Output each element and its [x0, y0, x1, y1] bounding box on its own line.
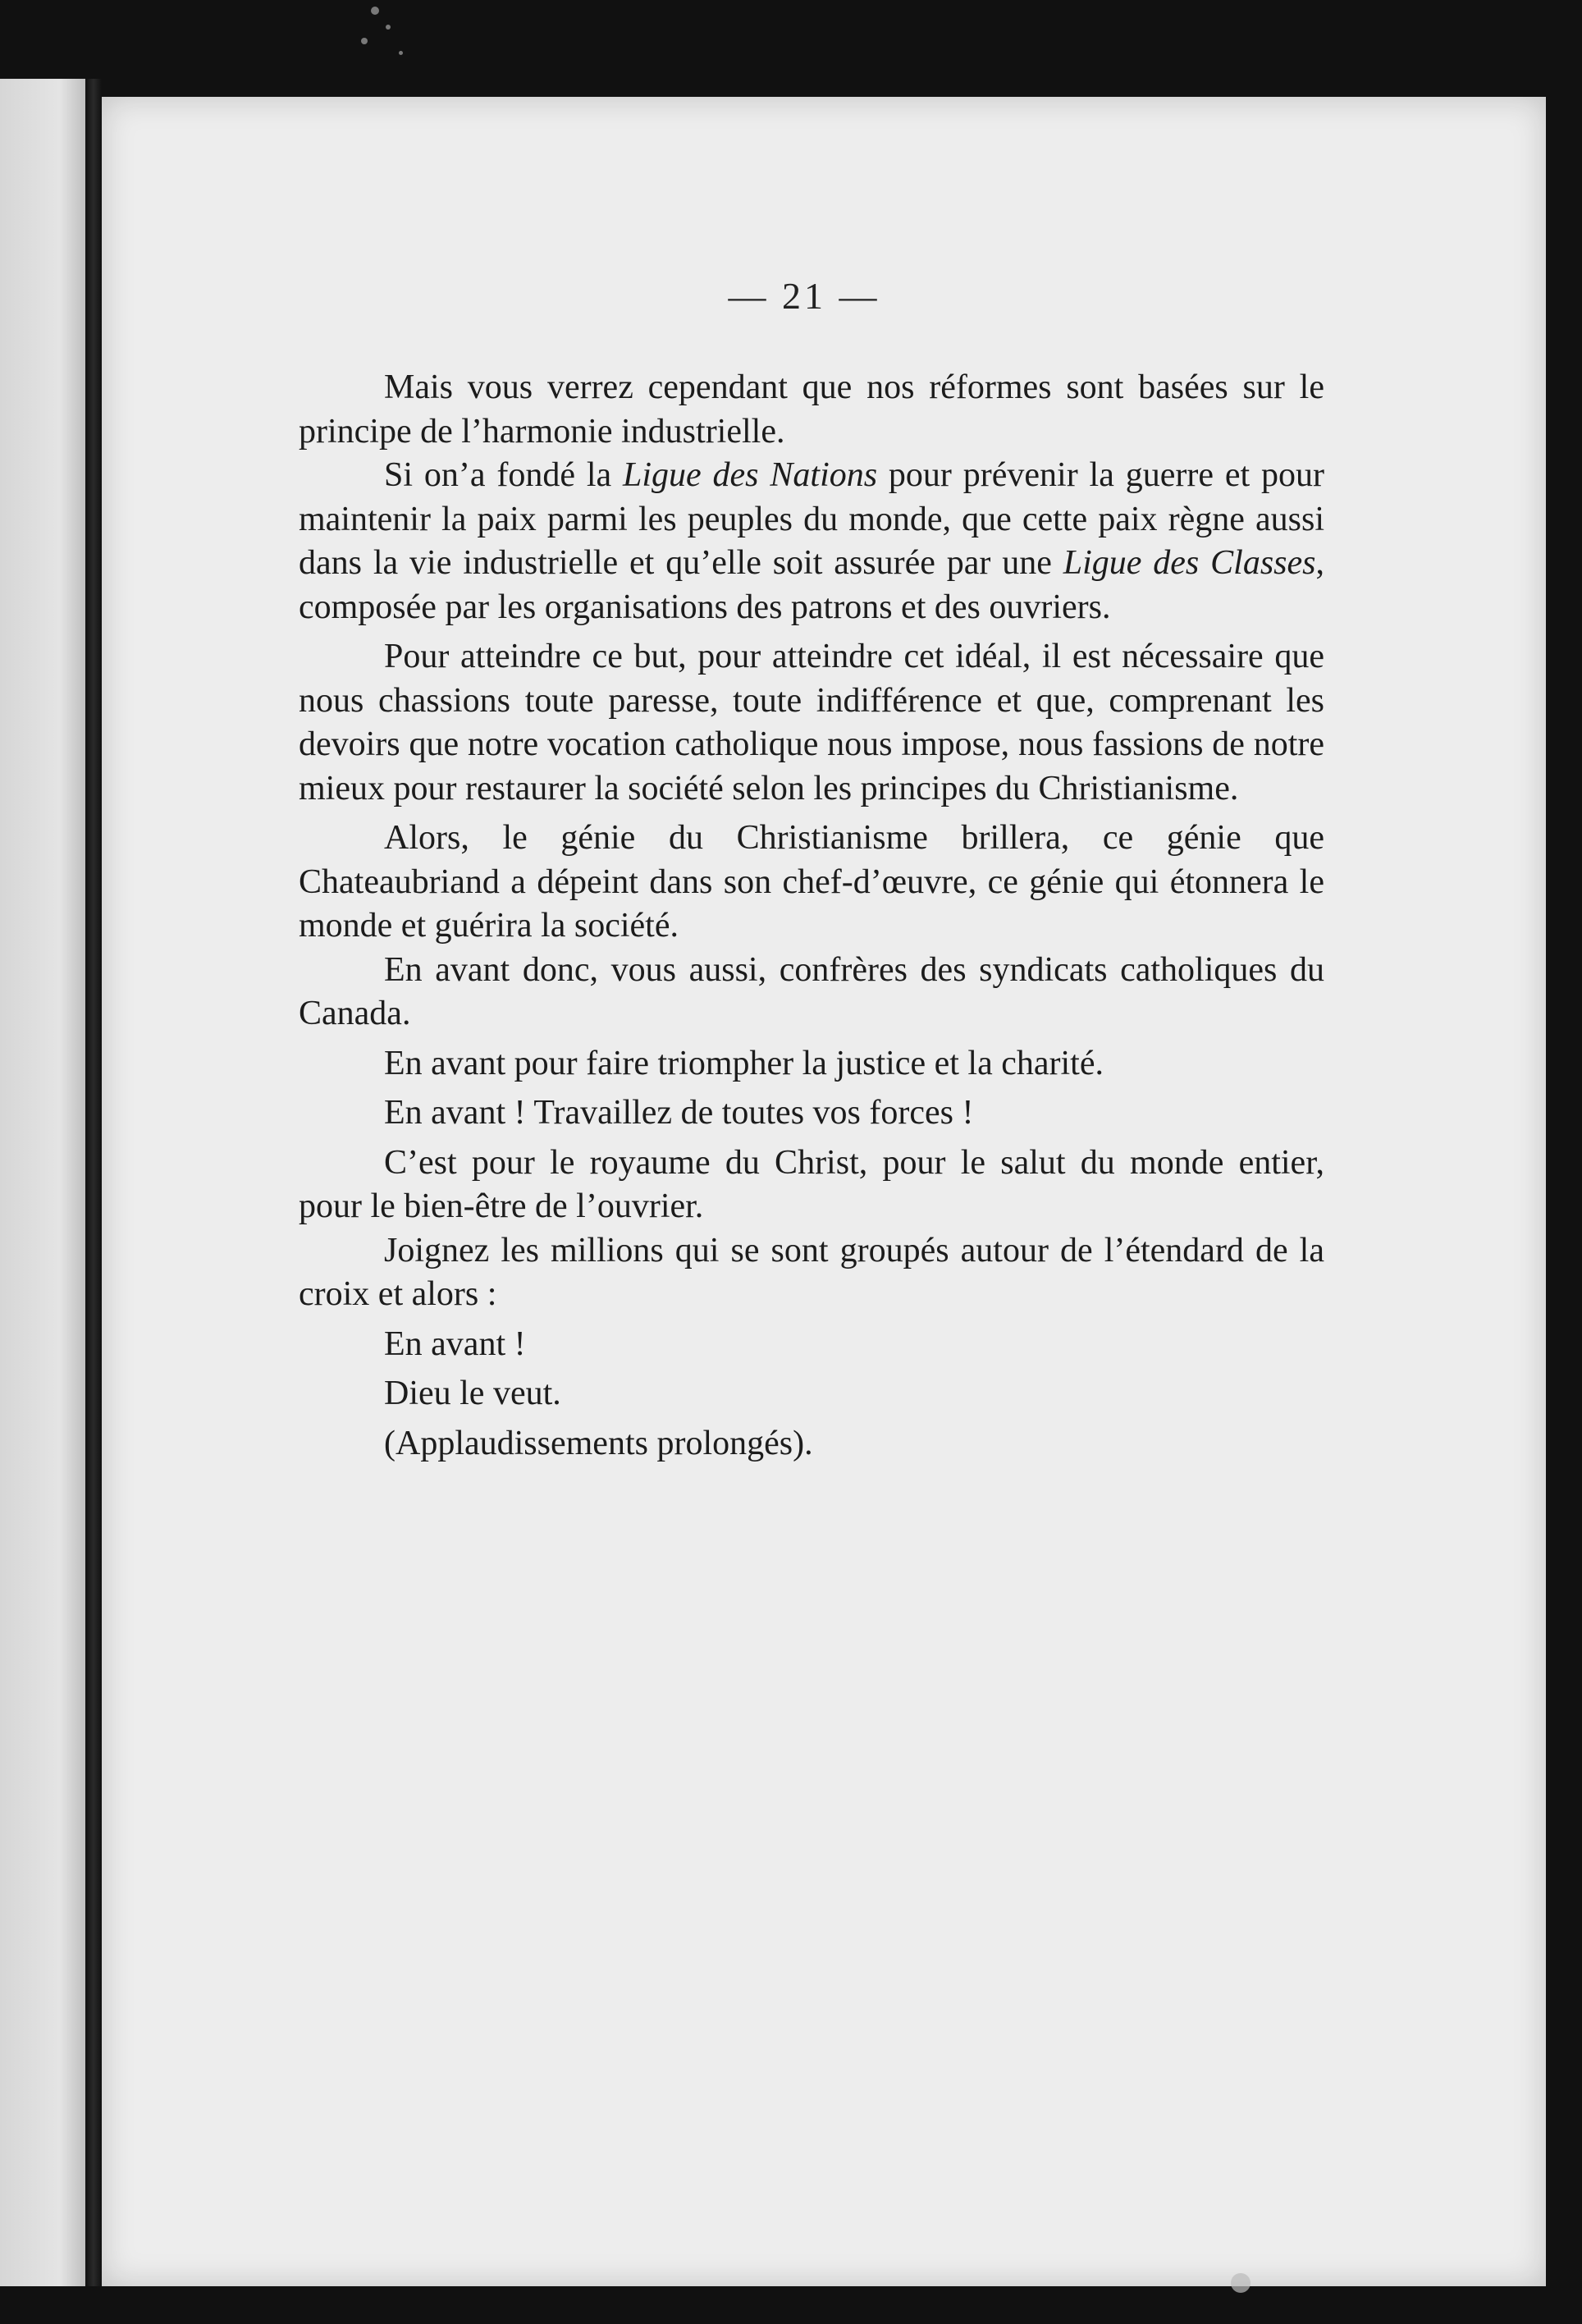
text-run: En avant donc, vous aussi, confrères des syndicats catholiques du Canada. [299, 950, 1324, 1032]
text-run: En avant ! Travaillez de toutes vos forces ! [384, 1094, 974, 1132]
text-run: Pour atteindre ce but, pour atteindre cet idéal, il est nécessaire que nous chassions toute paresse, toute indifférence et que, comprenant les devoirs que notre vocation catholique nous impose, nous fassions de notre mieux pour restaurer la société selon les principes du Christianisme. [299, 638, 1324, 807]
paragraph [299, 366, 1324, 454]
facing-page-edge [0, 79, 85, 2286]
paragraph [299, 1229, 1324, 1317]
page-number: — 21 — [728, 275, 880, 317]
scan-speck [371, 7, 379, 15]
paragraph [299, 817, 1324, 949]
paragraph [299, 1372, 1324, 1416]
scan-speck [361, 38, 368, 44]
paragraph [299, 1091, 1324, 1136]
text-run: Dieu le veut. [384, 1375, 561, 1412]
text-run: Mais vous verrez cependant que nos réformes sont basées sur le principe de l’harmonie industrielle. [299, 368, 1324, 451]
italic-term: Ligue des Classes [1063, 544, 1316, 582]
book-spine [85, 79, 102, 2286]
text-run: En avant ! [384, 1324, 526, 1363]
text-run: Alors, le génie du Christianisme brillera, ce génie que Chateaubriand a dépeint dans son chef-d’œuvre, ce génie qui étonnera le monde et guérira la société. [299, 819, 1324, 945]
paragraph [299, 1422, 1324, 1466]
italic-term: Ligue des Nations [623, 456, 878, 494]
scan-speck [399, 51, 403, 55]
paragraph [299, 1141, 1324, 1229]
text-run: Joignez les millions qui se sont groupés autour de l’étendard de la croix et alors : [299, 1231, 1324, 1313]
text-run: Si on’a fondé la [384, 456, 624, 494]
scan-speck [1231, 2273, 1251, 2293]
book-page [102, 97, 1546, 2286]
text-run: , composée par les organisations des patrons et des ouvriers. [299, 544, 1325, 626]
paragraph [299, 1323, 1324, 1367]
paragraph [299, 1042, 1324, 1087]
scan-speck [386, 25, 391, 30]
text-run: (Applaudissements prolongés). [384, 1424, 813, 1462]
body-text [299, 366, 1324, 1466]
text-run: pour prévenir la guerre et pour maintenir la paix parmi les peuples du monde, que cette paix règne aussi dans la vie industrielle et qu’elle soit assurée par une [299, 456, 1324, 582]
paragraph [299, 949, 1324, 1036]
paragraph [299, 454, 1324, 629]
text-run: En avant pour faire triompher la justice et la charité. [384, 1044, 1104, 1082]
paragraph [299, 635, 1324, 811]
text-run: C’est pour le royaume du Christ, pour le salut du monde entier, pour le bien-être de l’ouvrier. [299, 1143, 1324, 1225]
